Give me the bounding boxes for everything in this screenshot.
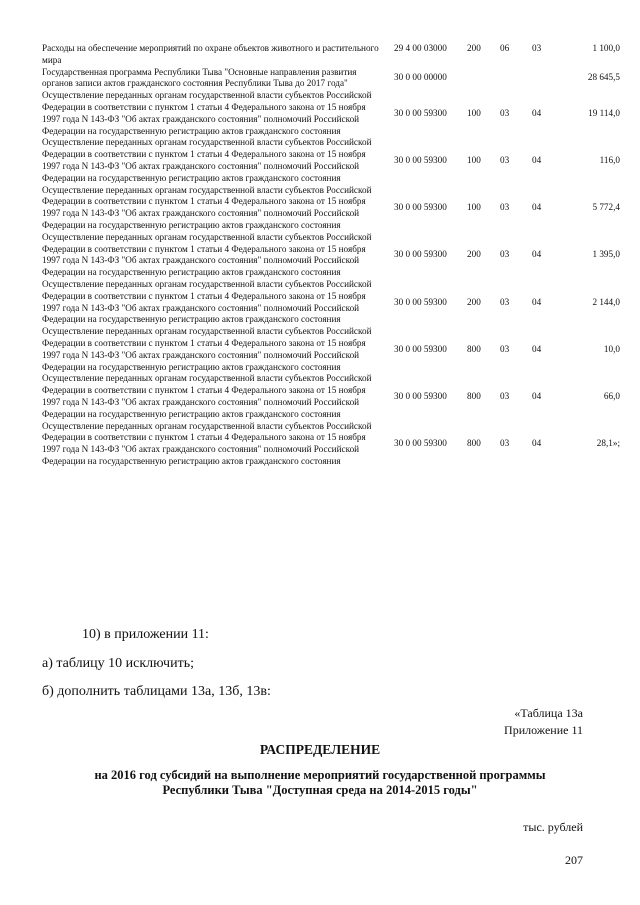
table-row [42,185,622,232]
expense-type: 100 [467,202,481,213]
row-description: Осуществление переданных органам государственной власти субъектов Российской Федерации в соответствии с пунктом 1 статьи 4 Федерального закона от 15 ноября 1997 года N 143-ФЗ "Об актах гражданского состояния" полномочий Российской Федерации на государственную регистрацию актов гражданского состояния [42,420,372,466]
table-row [42,279,622,326]
target-code: 30 0 00 59300 [394,438,447,449]
amount: 28,1»; [596,438,620,449]
expense-type: 200 [467,296,481,307]
target-code: 30 0 00 59300 [394,249,447,260]
table-row [42,137,622,184]
subsection-code: 04 [532,155,542,166]
section-code: 03 [500,249,510,260]
section-code: 06 [500,43,510,53]
row-description: Осуществление переданных органам государственной власти субъектов Российской Федерации в соответствии с пунктом 1 статьи 4 Федерального закона от 15 ноября 1997 года N 143-ФЗ "Об актах гражданского состояния" полномочий Российской Федерации на государственную регистрацию актов гражданского состояния [42,278,372,325]
section-code: 03 [500,296,510,307]
expense-type: 800 [467,438,481,449]
table-row [42,421,622,468]
subsection-code: 04 [532,202,542,213]
table-caption: «Таблица 13а [514,706,583,720]
row-description: Расходы на обеспечение мероприятий по охране объектов животного и растительного мира [42,43,379,65]
amount: 1 395,0 [592,249,620,260]
section-code: 03 [500,391,510,402]
expense-type: 100 [467,107,481,118]
row-description: Осуществление переданных органам государственной власти субъектов Российской Федерации в соответствии с пунктом 1 статьи 4 Федерального закона от 15 ноября 1997 года N 143-ФЗ "Об актах гражданского состояния" полномочий Российской Федерации на государственную регистрацию актов гражданского состояния [42,90,372,136]
row-description: Осуществление переданных органам государственной власти субъектов Российской Федерации в соответствии с пунктом 1 статьи 4 Федерального закона от 15 ноября 1997 года N 143-ФЗ "Об актах гражданского состояния" полномочий Российской Федерации на государственную регистрацию актов гражданского состояния [42,373,372,419]
table-row [42,326,622,373]
section-code: 03 [500,107,510,118]
target-code: 30 0 00 59300 [394,107,447,118]
amendment-item-10: 10) в приложении 11: [82,627,209,642]
amount: 5 772,4 [592,202,620,213]
target-code: 30 0 00 59300 [394,296,447,307]
expense-type: 200 [467,43,481,53]
row-description: Осуществление переданных органам государственной власти субъектов Российской Федерации в соответствии с пунктом 1 статьи 4 Федерального закона от 15 ноября 1997 года N 143-ФЗ "Об актах гражданского состояния" полномочий Российской Федерации на государственную регистрацию актов гражданского состояния [42,326,372,372]
section-code: 03 [500,202,510,213]
target-code: 30 0 00 59300 [394,391,447,402]
subsection-code: 04 [532,438,542,449]
appendix-label: Приложение 11 [504,723,583,737]
amount: 66,0 [603,391,620,402]
subsection-code: 04 [532,391,542,402]
target-code: 30 0 00 59300 [394,202,447,213]
subsection-code: 04 [532,107,542,118]
target-code: 29 4 00 03000 [394,43,447,53]
table-row [42,90,622,137]
table-row [42,232,622,279]
subtitle-line-2: Республики Тыва "Доступная среда на 2014-2015 годы" [162,783,478,797]
subsection-code: 04 [532,249,542,260]
target-code: 30 0 00 59300 [394,343,447,354]
amount: 10,0 [603,343,620,354]
amount: 19 114,0 [588,107,620,118]
expense-type: 100 [467,155,481,166]
section-code: 03 [500,438,510,449]
amount: 1 100,0 [592,43,620,53]
subsection-code: 04 [532,296,542,307]
amendment-item-b: б) дополнить таблицами 13а, 13б, 13в: [42,684,271,699]
amount: 116,0 [599,155,620,166]
table-row [42,373,622,420]
row-description: Осуществление переданных органам государственной власти субъектов Российской Федерации в соответствии с пунктом 1 статьи 4 Федерального закона от 15 ноября 1997 года N 143-ФЗ "Об актах гражданского состояния" полномочий Российской Федерации на государственную регистрацию актов гражданского состояния [42,137,372,183]
subsection-code: 04 [532,343,542,354]
section-code: 03 [500,343,510,354]
subtitle-line-1: на 2016 год субсидий на выполнение мероприятий государственной программы [94,768,546,782]
expense-type: 200 [467,249,481,260]
page-number: 207 [565,853,583,867]
row-description: Осуществление переданных органам государственной власти субъектов Российской Федерации в соответствии с пунктом 1 статьи 4 Федерального закона от 15 ноября 1997 года N 143-ФЗ "Об актах гражданского состояния" полномочий Российской Федерации на государственную регистрацию актов гражданского состояния [42,231,372,278]
page-title: РАСПРЕДЕЛЕНИЕ [259,742,381,757]
expense-type: 800 [467,391,481,402]
row-description: Осуществление переданных органам государственной власти субъектов Российской Федерации в соответствии с пунктом 1 статьи 4 Федерального закона от 15 ноября 1997 года N 143-ФЗ "Об актах гражданского состояния" полномочий Российской Федерации на государственную регистрацию актов гражданского состояния [42,184,372,230]
row-description: Государственная программа Республики Тыва "Основные направления развития органов записи актов гражданского состояния Республики Тыва до 2017 года" [42,66,357,89]
target-code: 30 0 00 00000 [394,72,447,83]
amount: 2 144,0 [592,296,620,307]
subsection-code: 03 [532,43,542,53]
table-row [42,67,622,91]
target-code: 30 0 00 59300 [394,155,447,166]
expense-type: 800 [467,343,481,354]
amendment-item-a: а) таблицу 10 исключить; [42,656,194,671]
table-row [42,43,622,67]
budget-table [42,43,622,468]
amount: 28 645,5 [587,72,620,83]
units-label: тыс. рублей [523,820,583,834]
section-code: 03 [500,155,510,166]
